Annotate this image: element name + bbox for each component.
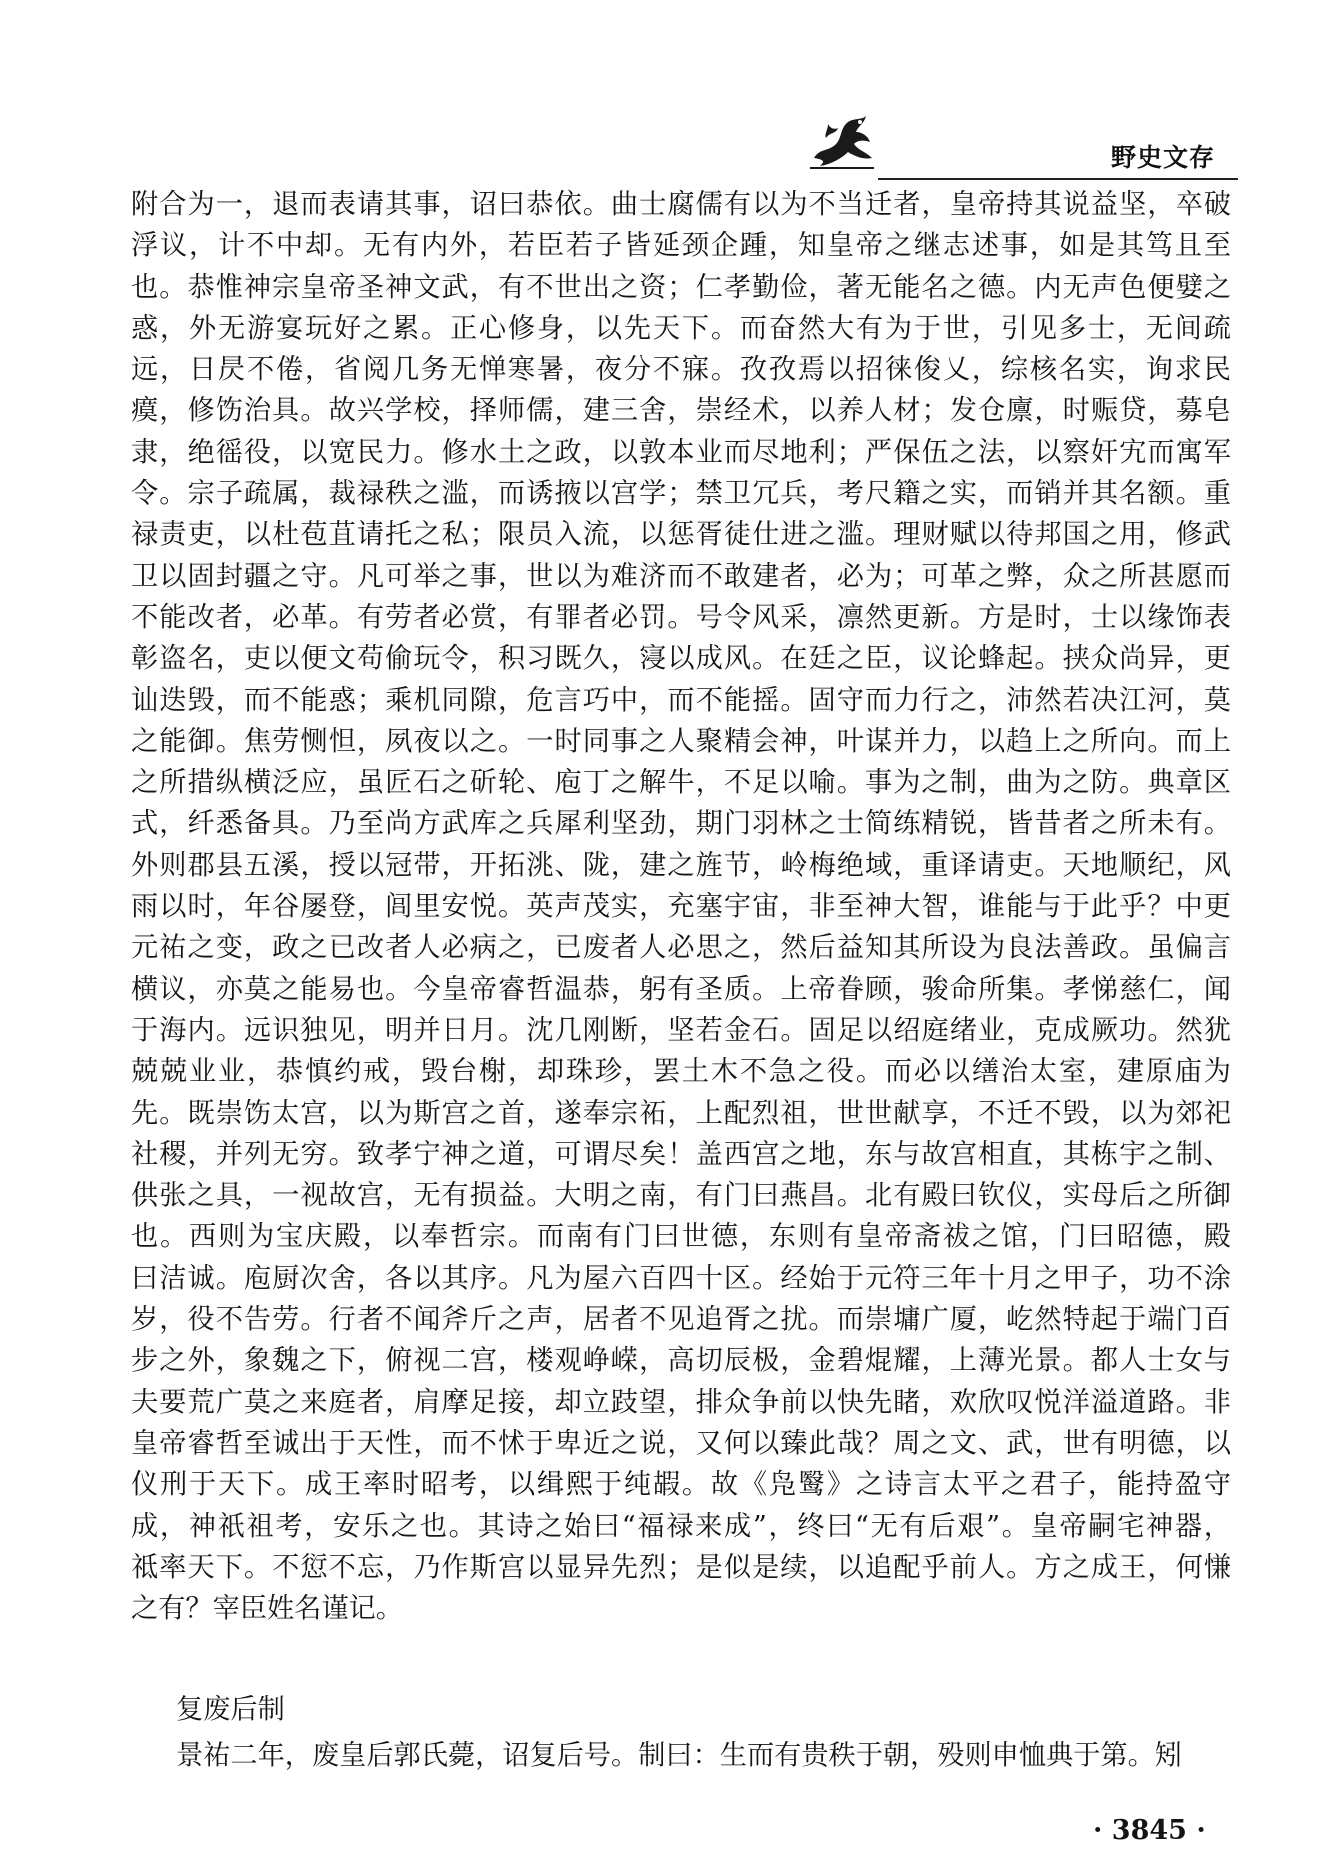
text-line: 之有？宰臣姓名谨记。 bbox=[131, 1593, 403, 1625]
text-line: 雨以时，年谷屡登，闾里安悦。英声茂实，充塞宇宙，非至神大智，谁能与于此乎？中更 bbox=[131, 891, 1231, 923]
text-line: 禄责吏，以杜苞苴请托之私；限员入流，以惩胥徒仕进之滥。理财赋以待邦国之用，修武 bbox=[131, 519, 1231, 551]
body-text bbox=[131, 184, 1231, 1629]
header-rule bbox=[878, 178, 1238, 180]
text-line: 仪刑于天下。成王率时昭考，以缉熙于纯嘏。故《凫鹥》之诗言太平之君子，能持盈守 bbox=[131, 1469, 1231, 1501]
text-line: 讪迭毁，而不能惑；乘机同隙，危言巧中，而不能摇。固守而力行之，沛然若决江河，莫 bbox=[131, 684, 1231, 716]
text-line: 岁，役不告劳。行者不闻斧斤之声，居者不见追胥之扰。而崇墉广厦，屹然特起于端门百 bbox=[131, 1304, 1231, 1336]
text-line: 惑，外无游宴玩好之累。正心修身，以先天下。而奋然大有为于世，引见多士，无间疏 bbox=[131, 312, 1231, 344]
running-header-title: 野史文存 bbox=[1111, 143, 1216, 172]
text-line: 式，纤悉备具。乃至尚方武库之兵犀利坚劲，期门羽林之士简练精锐，皆昔者之所未有。 bbox=[131, 808, 1231, 840]
text-line: 皇帝睿哲至诚出于天性，而不怵于卑近之说，又何以臻此哉？周之文、武，世有明德，以 bbox=[131, 1427, 1231, 1459]
text-line: 外则郡县五溪，授以冠带，开拓洮、陇，建之旌节，岭梅绝域，重译请吏。天地顺纪，风 bbox=[131, 849, 1231, 881]
text-line: 成，神祇祖考，安乐之也。其诗之始曰“福禄来成”，终曰“无有后艰”。皇帝嗣宅神器， bbox=[131, 1510, 1231, 1542]
text-line: 祗率天下。不愆不忘，乃作斯宫以显异先烈；是似是续，以追配乎前人。方之成王，何慊 bbox=[131, 1551, 1231, 1583]
text-line: 也。恭惟神宗皇帝圣神文武，有不世出之资；仁孝勤俭，著无能名之德。内无声色便嬖之 bbox=[131, 271, 1231, 303]
text-line: 先。既崇饬太宫，以为斯宫之首，遂奉宗祏，上配烈祖，世世献享，不迁不毁，以为郊祀 bbox=[131, 1097, 1231, 1129]
dragon-emblem-icon bbox=[806, 108, 878, 174]
text-line: 步之外，象魏之下，俯视二宫，楼观峥嵘，高切辰极，金碧焜耀，上薄光景。都人士女与 bbox=[131, 1345, 1231, 1377]
text-line: 横议，亦莫之能易也。今皇帝睿哲温恭，躬有圣质。上帝眷顾，骏命所集。孝悌慈仁，闻 bbox=[131, 973, 1231, 1005]
text-line: 于海内。远识独见，明并日月。沈几刚断，坚若金石。固足以绍庭绪业，克成厥功。然犹 bbox=[131, 1014, 1231, 1046]
text-line: 曰洁诚。庖厨次舍，各以其序。凡为屋六百四十区。经始于元符三年十月之甲子，功不涂 bbox=[131, 1262, 1231, 1294]
text-line: 不能改者，必革。有劳者必赏，有罪者必罚。号令风采，凛然更新。方是时，士以缘饰表 bbox=[131, 601, 1231, 633]
text-line: 供张之具，一视故宫，无有损益。大明之南，有门曰燕昌。北有殿曰钦仪，实母后之所御 bbox=[131, 1180, 1231, 1212]
text-line: 瘼，修饬治具。故兴学校，择师儒，建三舍，崇经术，以养人材；发仓廪，时赈贷，募皂 bbox=[131, 395, 1231, 427]
paragraph-first-line: 景祐二年，废皇后郭氏薨，诏复后号。制曰：生而有贵秩于朝，殁则申恤典于第。矧 bbox=[176, 1740, 1182, 1771]
text-line: 元祐之变，政之已改者人必病之，已废者人必思之，然后益知其所设为良法善政。虽偏言 bbox=[131, 932, 1231, 964]
page-number: · 3845 · bbox=[1093, 1815, 1206, 1846]
text-line: 社稷，并列无穷。致孝宁神之道，可谓尽矣！盖西宫之地，东与故宫相直，其栋宇之制、 bbox=[131, 1138, 1231, 1170]
text-line: 也。西则为宝庆殿，以奉哲宗。而南有门曰世德，东则有皇帝斋祓之馆，门曰昭德，殿 bbox=[131, 1221, 1231, 1253]
text-line: 浮议，计不中却。无有内外，若臣若子皆延颈企踵，知皇帝之继志述事，如是其笃且至 bbox=[131, 230, 1231, 262]
text-line: 附合为一，退而表请其事，诏曰恭依。曲士腐儒有以为不当迁者，皇帝持其说益坚，卒破 bbox=[131, 189, 1231, 220]
text-line: 之所措纵横泛应，虽匠石之斫轮、庖丁之解牛，不足以喻。事为之制，曲为之防。典章区 bbox=[131, 767, 1231, 799]
text-line: 夫要荒广莫之来庭者，肩摩足接，却立跂望，排众争前以快先睹，欢欣叹悦洋溢道路。非 bbox=[131, 1386, 1231, 1418]
text-line: 卫以固封疆之守。凡可举之事，世以为难济而不敢建者，必为；可革之弊，众之所甚愿而 bbox=[131, 560, 1231, 592]
text-line: 令。宗子疏属，裁禄秩之滥，而诱掖以宫学；禁卫冗兵，考尺籍之实，而销并其名额。重 bbox=[131, 478, 1231, 510]
section-heading: 复废后制 bbox=[176, 1694, 285, 1725]
text-line: 远，日昃不倦，省阅几务无惮寒暑，夜分不寐。孜孜焉以招徕俊乂，综核名实，询求民 bbox=[131, 354, 1231, 386]
text-line: 隶，绝徭役，以宽民力。修水土之政，以敦本业而尽地利；严保伍之法，以察奸宄而寓军 bbox=[131, 436, 1231, 468]
text-line: 兢兢业业，恭慎约戒，毁台榭，却珠珍，罢土木不急之役。而必以缮治太室，建原庙为 bbox=[131, 1056, 1231, 1088]
text-line: 彰盗名，吏以便文苟偷玩令，积习既久，寖以成风。在廷之臣，议论蜂起。挟众尚异，更 bbox=[131, 643, 1231, 675]
text-line: 之能御。焦劳恻怛，夙夜以之。一时同事之人聚精会神，叶谋并力，以趋上之所向。而上 bbox=[131, 725, 1231, 757]
